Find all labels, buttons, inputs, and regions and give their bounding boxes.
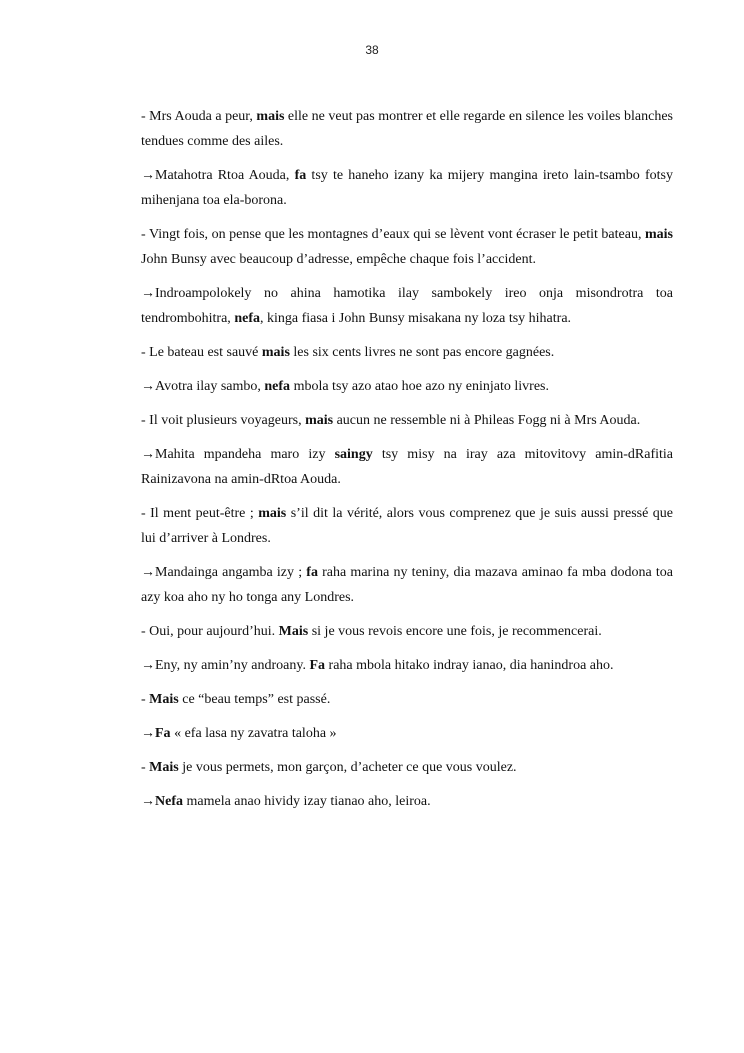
bold-conjunction: mais — [261, 345, 290, 360]
text-run: les six cents livres ne sont pas encore gagnées. — [289, 345, 555, 360]
text-run: raha marina ny teniny, dia mazava aminao fa mba dodona toa azy koa aho ny ho tonga any Londres. — [141, 565, 673, 605]
bold-conjunction: fa — [306, 565, 318, 580]
text-run: →Matahotra Rtoa Aouda, — [141, 168, 295, 183]
text-run: →Indroampolokely no ahina hamotika ilay sambokely ireo onja misondrotra toa tendrombohitra, — [141, 286, 673, 326]
paragraph — [141, 222, 673, 272]
paragraph — [141, 163, 673, 213]
text-run: →Avotra ilay sambo, — [141, 379, 265, 394]
bold-conjunction: mais — [258, 506, 287, 521]
text-run: tsy te haneho izany ka mijery mangina ireto lain-tsambo fotsy mihenjana toa ela-borona. — [141, 168, 673, 208]
text-run: →Eny, ny amin’ny androany. — [141, 658, 310, 673]
text-run: je vous permets, mon garçon, d’acheter ce que vous voulez. — [178, 760, 517, 775]
text-run: →Mandainga angamba izy ; — [141, 565, 307, 580]
bold-conjunction: nefa — [234, 311, 260, 326]
text-run: → — [141, 794, 155, 809]
paragraph — [141, 687, 673, 712]
paragraph — [141, 619, 673, 644]
paragraph — [141, 340, 673, 365]
paragraph — [141, 442, 673, 492]
text-run: ce “beau temps” est passé. — [178, 692, 331, 707]
text-run: « efa lasa ny zavatra taloha » — [170, 726, 337, 741]
text-run: → — [141, 726, 155, 741]
text-run: elle ne veut pas montrer et elle regarde en silence les voiles blanches tendues comme des ailes. — [141, 109, 673, 149]
text-run: si je vous revois encore une fois, je recommencerai. — [308, 624, 602, 639]
paragraph — [141, 501, 673, 551]
text-run: , kinga fiasa i John Bunsy misakana ny loza tsy hihatra. — [259, 311, 572, 326]
paragraph — [141, 281, 673, 331]
bold-conjunction: mais — [256, 109, 285, 124]
document-body — [141, 104, 673, 823]
paragraph — [141, 374, 673, 399]
text-run: s’il dit la vérité, alors vous comprenez que je suis aussi pressé que lui d’arriver à Londres. — [141, 506, 674, 546]
bold-conjunction: mais — [305, 413, 334, 428]
text-run: - — [141, 760, 150, 775]
text-run: - Il voit plusieurs voyageurs, — [141, 413, 306, 428]
paragraph — [141, 653, 673, 678]
paragraph — [141, 408, 673, 433]
text-run: aucun ne ressemble ni à Phileas Fogg ni à Mrs Aouda. — [333, 413, 641, 428]
text-run: - Le bateau est sauvé — [141, 345, 262, 360]
text-run: - Il ment peut-être ; — [141, 506, 259, 521]
paragraph — [141, 755, 673, 780]
bold-conjunction: Mais — [278, 624, 309, 639]
bold-conjunction: saingy — [334, 447, 373, 462]
text-run: mamela anao hividy izay tianao aho, leiroa. — [183, 794, 431, 809]
text-run: mbola tsy azo atao hoe azo ny eninjato livres. — [290, 379, 549, 394]
text-run: tsy misy na iray aza mitovitovy amin-dRafitia Rainizavona na amin-dRtoa Aouda. — [141, 447, 673, 487]
text-run: →Mahita mpandeha maro izy — [141, 447, 335, 462]
paragraph — [141, 104, 673, 154]
text-run: - Oui, pour aujourd’hui. — [141, 624, 279, 639]
bold-conjunction: Mais — [149, 760, 179, 775]
bold-conjunction: fa — [294, 168, 307, 183]
bold-conjunction: Fa — [309, 658, 326, 673]
bold-conjunction: Fa — [155, 726, 171, 741]
bold-conjunction: mais — [645, 227, 673, 242]
paragraph — [141, 721, 673, 746]
bold-conjunction: Nefa — [155, 794, 183, 809]
bold-conjunction: Mais — [149, 692, 179, 707]
paragraph — [141, 789, 673, 814]
page-number: 38 — [365, 43, 379, 57]
text-run: - — [141, 692, 150, 707]
bold-conjunction: nefa — [264, 379, 291, 394]
text-run: raha mbola hitako indray ianao, dia hanindroa aho. — [325, 658, 614, 673]
text-run: John Bunsy avec beaucoup d’adresse, empêche chaque fois l’accident. — [141, 252, 536, 267]
text-run: - Vingt fois, on pense que les montagnes d’eaux qui se lèvent vont écraser le petit bateau, — [141, 227, 645, 242]
text-run: - Mrs Aouda a peur, — [141, 109, 257, 124]
paragraph — [141, 560, 673, 610]
